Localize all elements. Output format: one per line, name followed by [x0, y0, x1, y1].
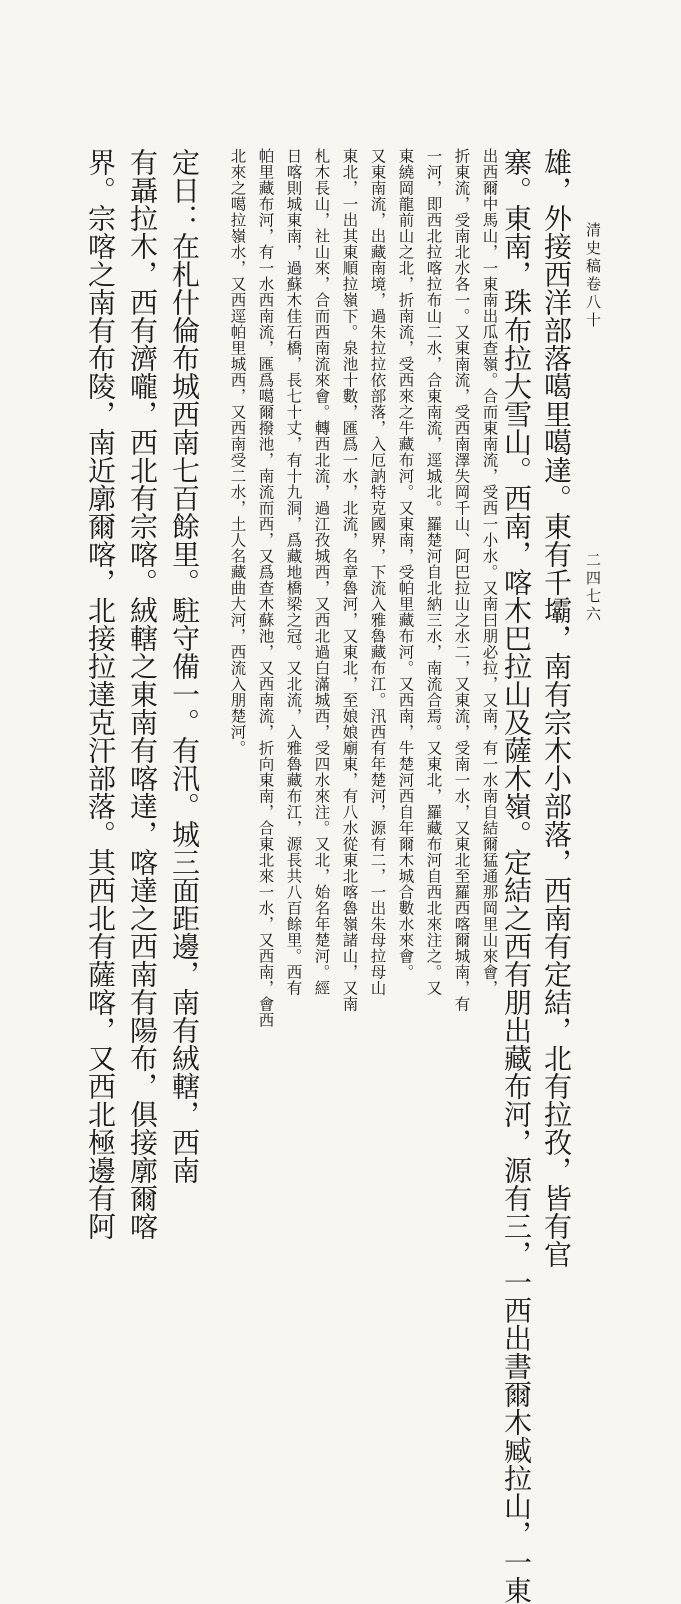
text-column-3: 出西爾中馬山，一東南出瓜查嶺。合而東南流，受西一小水。又南曰朋必拉，又南，有一水南自結爾猛通那岡里山來會，	[480, 148, 499, 996]
text-column-15: 界。宗喀之南有布陵，南近廓爾喀，北接拉達克汗部落。其西北有薩喀，又西北極邊有阿	[84, 148, 117, 1240]
page-number: 二四七六	[584, 552, 602, 624]
text-column-12: 北來之噶拉嶺水，又西逕帕里城西，又西南受二水，土人名藏曲大河，西流入朋楚河。	[228, 148, 247, 756]
text-column-9: 札木長山，社山來，合而西南流來會。轉西北流，過江孜城西，又西北過白滿城西，受四水來注。又北，始名年楚河。經	[312, 148, 331, 996]
text-column-11: 帕里藏布河，有一水西南流，匯爲噶爾撥池，南流而西，又爲查木蘇池，又西南流，折向東南，合東北來一水，又西南，會西	[256, 148, 275, 1028]
text-column-13: 定日：在札什倫布城西南七百餘里。駐守備一。有汛。城三面距邊，南有絨轄，西南	[168, 148, 201, 1184]
text-column-4: 折東流，受南北水各一。又東南流，受西南澤失岡千山、阿巴拉山之水二，又東流，受南一水，又東北至羅西喀爾城南，有	[452, 148, 471, 1012]
text-column-7: 又東南流，出藏南境，過朱拉拉依部落，入厄訥特克國界，下流入雅魯藏布江。汛西有年楚河，源有二，一出朱母拉母山	[368, 148, 387, 996]
text-column-5: 一河，即西北拉喀拉布山二水，合東南流，逕城北。羅楚河自北納三水，南流合焉。又東北，羅藏布河自西北來注之。又	[424, 148, 443, 996]
text-column-1: 雄，外接西洋部落噶里噶達。東有千壩，南有宗木小部落，西南有定結，北有拉孜，皆有官	[540, 148, 573, 1268]
text-column-8: 東北，一出其東順拉嶺下。泉池十數，匯爲一水，北流，名章魯河，又東北，至娘娘廟東，有八水從東北喀魯嶺諸山，又南	[340, 148, 359, 1012]
text-column-10: 日喀則城東南，過蘇木佳石橋，長七十丈，有十九洞，爲藏地橋梁之冠。又北流，入雅魯藏布江，源長共八百餘里。西有	[284, 148, 303, 996]
text-column-6: 東繞岡龍前山之北，折南流，受西來之牛藏布河。又東南，受帕里藏布河。又西南，牛楚河西自年爾木城合數水來會。	[396, 148, 415, 980]
running-title: 清史稿卷八十	[584, 222, 602, 330]
text-column-14: 有聶拉木，西有濟嚨，西北有宗喀。絨轄之東南有喀達，喀達之西南有陽布，俱接廓爾喀	[126, 148, 159, 1240]
text-column-2: 寨。東南，珠布拉大雪山。西南，喀木巴拉山及薩木嶺。定結之西有朋出藏布河，源有三，一西出書爾木臧拉山，一東	[500, 148, 533, 1604]
